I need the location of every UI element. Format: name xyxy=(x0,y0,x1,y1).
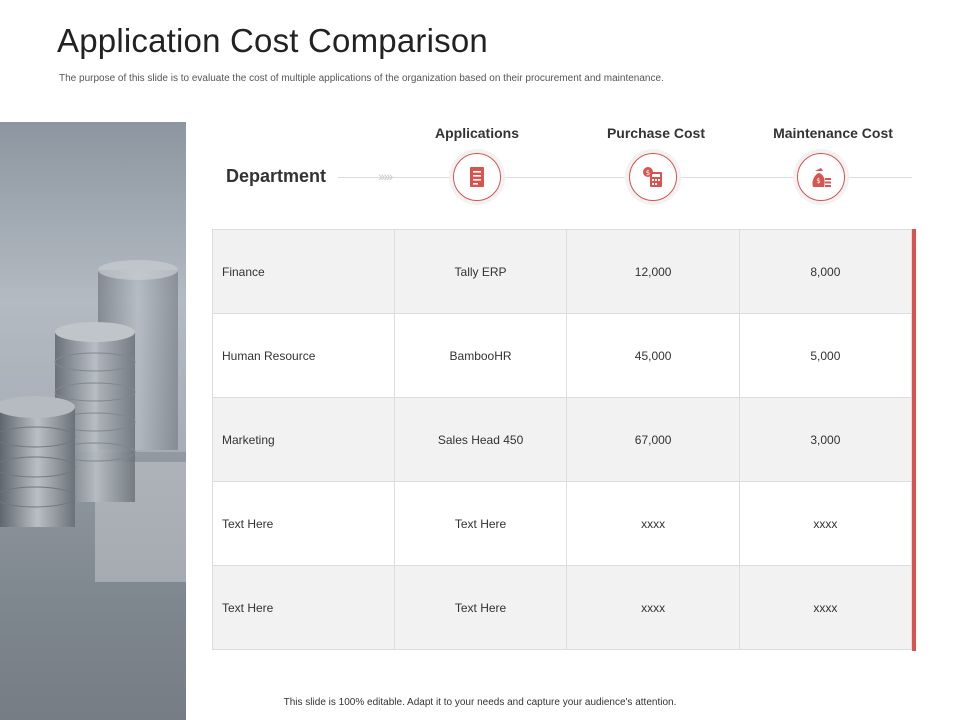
application-cell: Text Here xyxy=(394,482,567,566)
department-cell: Marketing xyxy=(213,398,395,482)
maintenance-cost-cell: 8,000 xyxy=(739,230,911,314)
coins-photo xyxy=(0,122,186,720)
purchase-cost-cell: 45,000 xyxy=(567,314,739,398)
table-row xyxy=(213,482,912,566)
maintenance-cost-cell: xxxx xyxy=(739,482,911,566)
purchase-cost-cell: 12,000 xyxy=(567,230,739,314)
purchase-cost-cell: 67,000 xyxy=(567,398,739,482)
application-cell: Tally ERP xyxy=(394,230,567,314)
column-header-applications: Applications xyxy=(434,125,519,141)
maintenance-cost-cell: xxxx xyxy=(739,566,911,650)
cost-comparison-table xyxy=(212,229,912,650)
coin-stacks-image xyxy=(0,122,186,720)
table-row xyxy=(213,398,912,482)
application-cell: Text Here xyxy=(394,566,567,650)
document-list-icon xyxy=(453,153,501,201)
purchase-cost-cell: xxxx xyxy=(567,482,739,566)
department-cell: Human Resource xyxy=(213,314,395,398)
application-cell: Sales Head 450 xyxy=(394,398,567,482)
slide-subtitle: The purpose of this slide is to evaluate the cost of multiple applications of the organization based on their procurement and maintenance. xyxy=(59,73,664,84)
slide-title: Application Cost Comparison xyxy=(57,22,488,59)
table-row xyxy=(213,314,912,398)
department-label: Department xyxy=(226,166,327,186)
column-header-maintenance-cost: Maintenance Cost xyxy=(773,125,893,141)
department-cell: Text Here xyxy=(213,566,395,650)
slide-footer: This slide is 100% editable. Adapt it to your needs and capture your audience's attention. xyxy=(283,697,677,708)
table-row xyxy=(213,230,912,314)
department-cell: Finance xyxy=(213,230,395,314)
calculator-dollar-icon xyxy=(629,153,677,201)
purchase-cost-cell: xxxx xyxy=(567,566,739,650)
column-header-purchase-cost: Purchase Cost xyxy=(606,125,706,141)
chevron-right-icon: ››››› xyxy=(378,168,392,184)
maintenance-cost-cell: 5,000 xyxy=(739,314,911,398)
svg-text:$: $ xyxy=(816,177,821,185)
money-bag-icon xyxy=(797,153,845,201)
department-cell: Text Here xyxy=(213,482,395,566)
table-row xyxy=(213,566,912,650)
application-cell: BambooHR xyxy=(394,314,567,398)
accent-bar xyxy=(912,229,916,651)
svg-text:$: $ xyxy=(645,169,651,177)
maintenance-cost-cell: 3,000 xyxy=(739,398,911,482)
